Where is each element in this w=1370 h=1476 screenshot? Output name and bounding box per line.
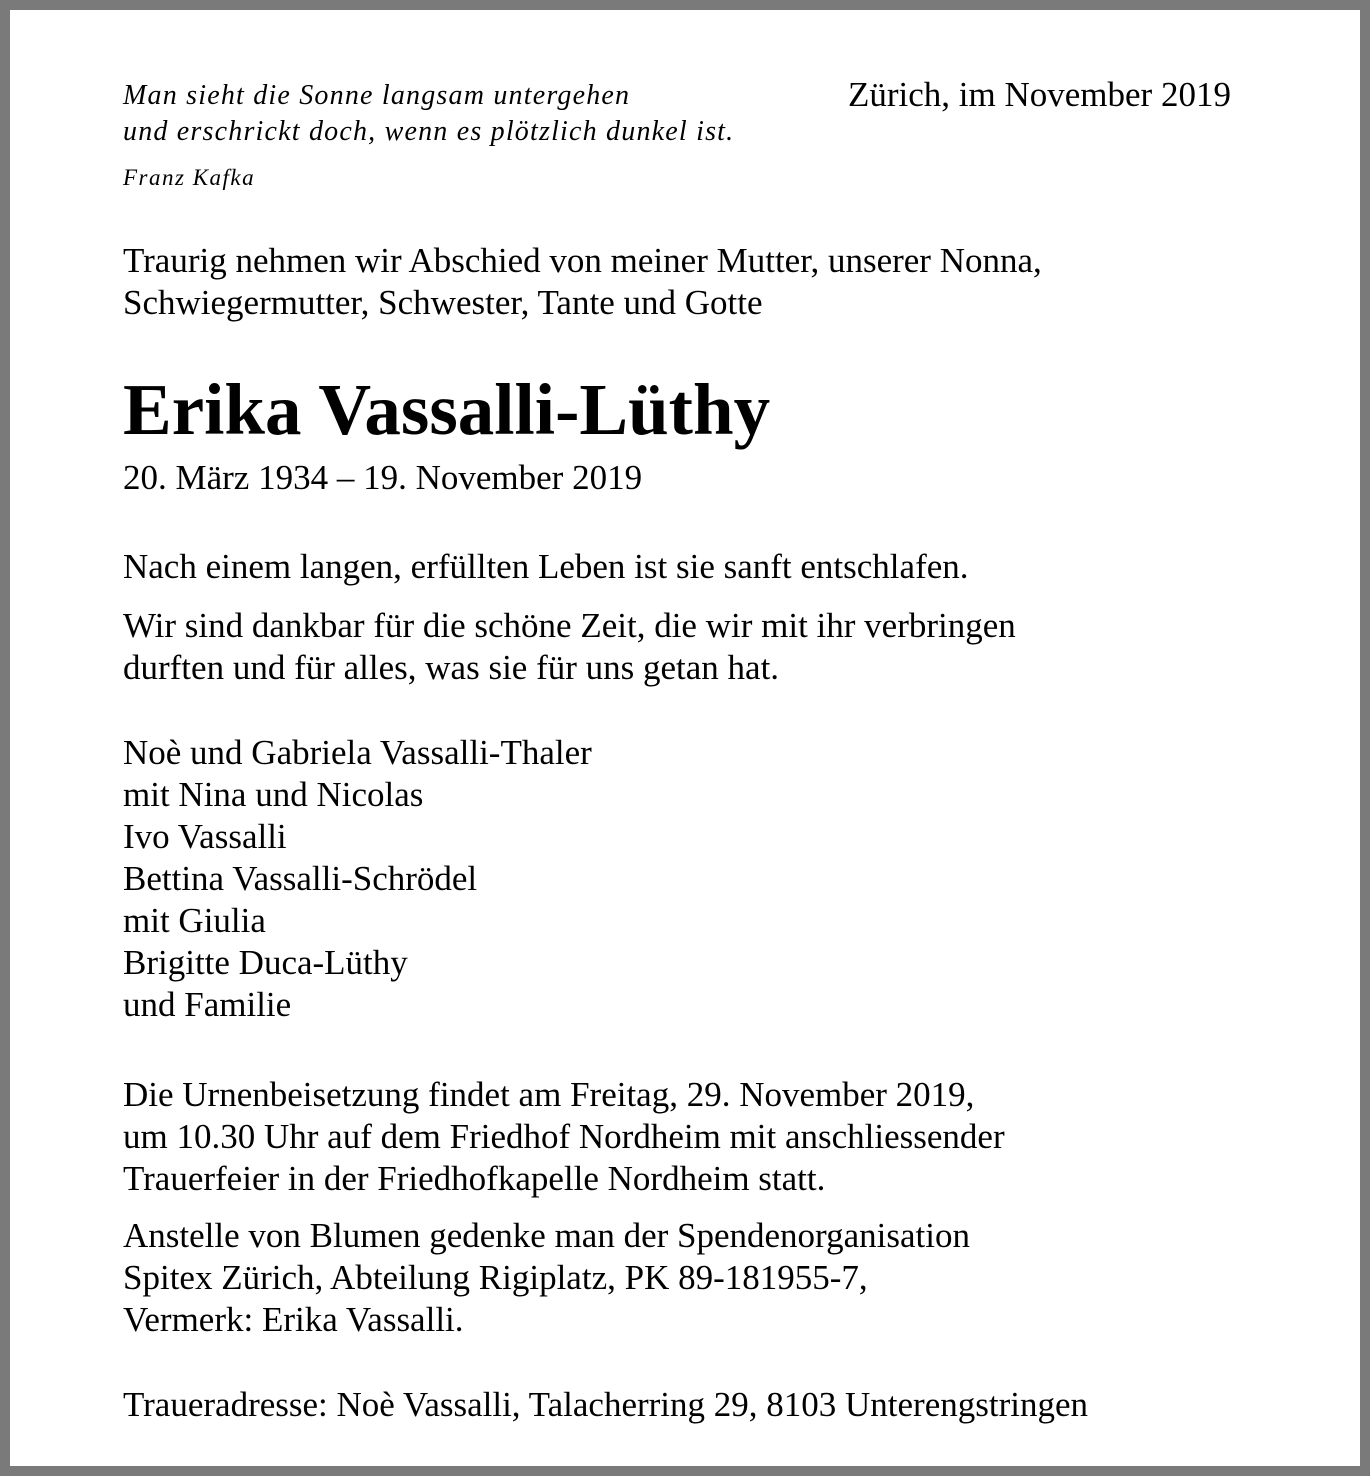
kafka-quote — [123, 78, 843, 150]
family-member: Ivo Vassalli — [123, 817, 287, 856]
family-member: Brigitte Duca-Lüthy — [123, 943, 408, 982]
quote-line: und erschrickt doch, wenn es plötzlich dunkel ist. — [123, 116, 735, 147]
family-member: und Familie — [123, 985, 292, 1024]
message-line: Nach einem langen, erfüllten Leben ist sie sanft entschlafen. — [123, 547, 969, 586]
family-member: Noè und Gabriela Vassalli-Thaler — [123, 733, 592, 772]
mourning-address — [123, 1384, 1088, 1426]
ceremony-line: Trauerfeier in der Friedhofkapelle Nordheim statt. — [123, 1159, 826, 1198]
donation-info — [123, 1215, 970, 1341]
ceremony-line: um 10.30 Uhr auf dem Friedhof Nordheim mit anschliessender — [123, 1117, 1005, 1156]
family-member: Bettina Vassalli-Schrödel — [123, 859, 478, 898]
family-member: mit Giulia — [123, 901, 266, 940]
ceremony-info — [123, 1074, 1005, 1200]
ceremony-line: Die Urnenbeisetzung findet am Freitag, 29. November 2019, — [123, 1075, 975, 1114]
address-line: Traueradresse: Noè Vassalli, Talacherring 29, 8103 Unterengstringen — [123, 1385, 1088, 1424]
quote-line: Man sieht die Sonne langsam untergehen — [123, 80, 631, 111]
deceased-name: Erika Vassalli-Lüthy — [123, 369, 771, 450]
message-line: Wir sind dankbar für die schöne Zeit, die wir mit ihr verbringen — [123, 606, 1016, 645]
family-list — [123, 732, 592, 1026]
intro-line: Schwiegermutter, Schwester, Tante und Gotte — [123, 283, 763, 322]
life-dates-text: 20. März 1934 – 19. November 2019 — [123, 458, 643, 497]
message-paragraph-1 — [123, 546, 969, 588]
quote-author: Franz Kafka — [123, 165, 256, 190]
donation-line: Spitex Zürich, Abteilung Rigiplatz, PK 89-181955-7, — [123, 1258, 868, 1297]
intro-line: Traurig nehmen wir Abschied von meiner Mutter, unserer Nonna, — [123, 241, 1042, 280]
place-date: Zürich, im November 2019 — [848, 75, 1231, 114]
donation-line: Vermerk: Erika Vassalli. — [123, 1300, 464, 1339]
intro-text — [123, 240, 1042, 324]
donation-line: Anstelle von Blumen gedenke man der Spendenorganisation — [123, 1216, 970, 1255]
life-dates — [123, 457, 642, 499]
message-paragraph-2 — [123, 605, 1016, 689]
family-member: mit Nina und Nicolas — [123, 775, 424, 814]
message-line: durften und für alles, was sie für uns getan hat. — [123, 648, 780, 687]
